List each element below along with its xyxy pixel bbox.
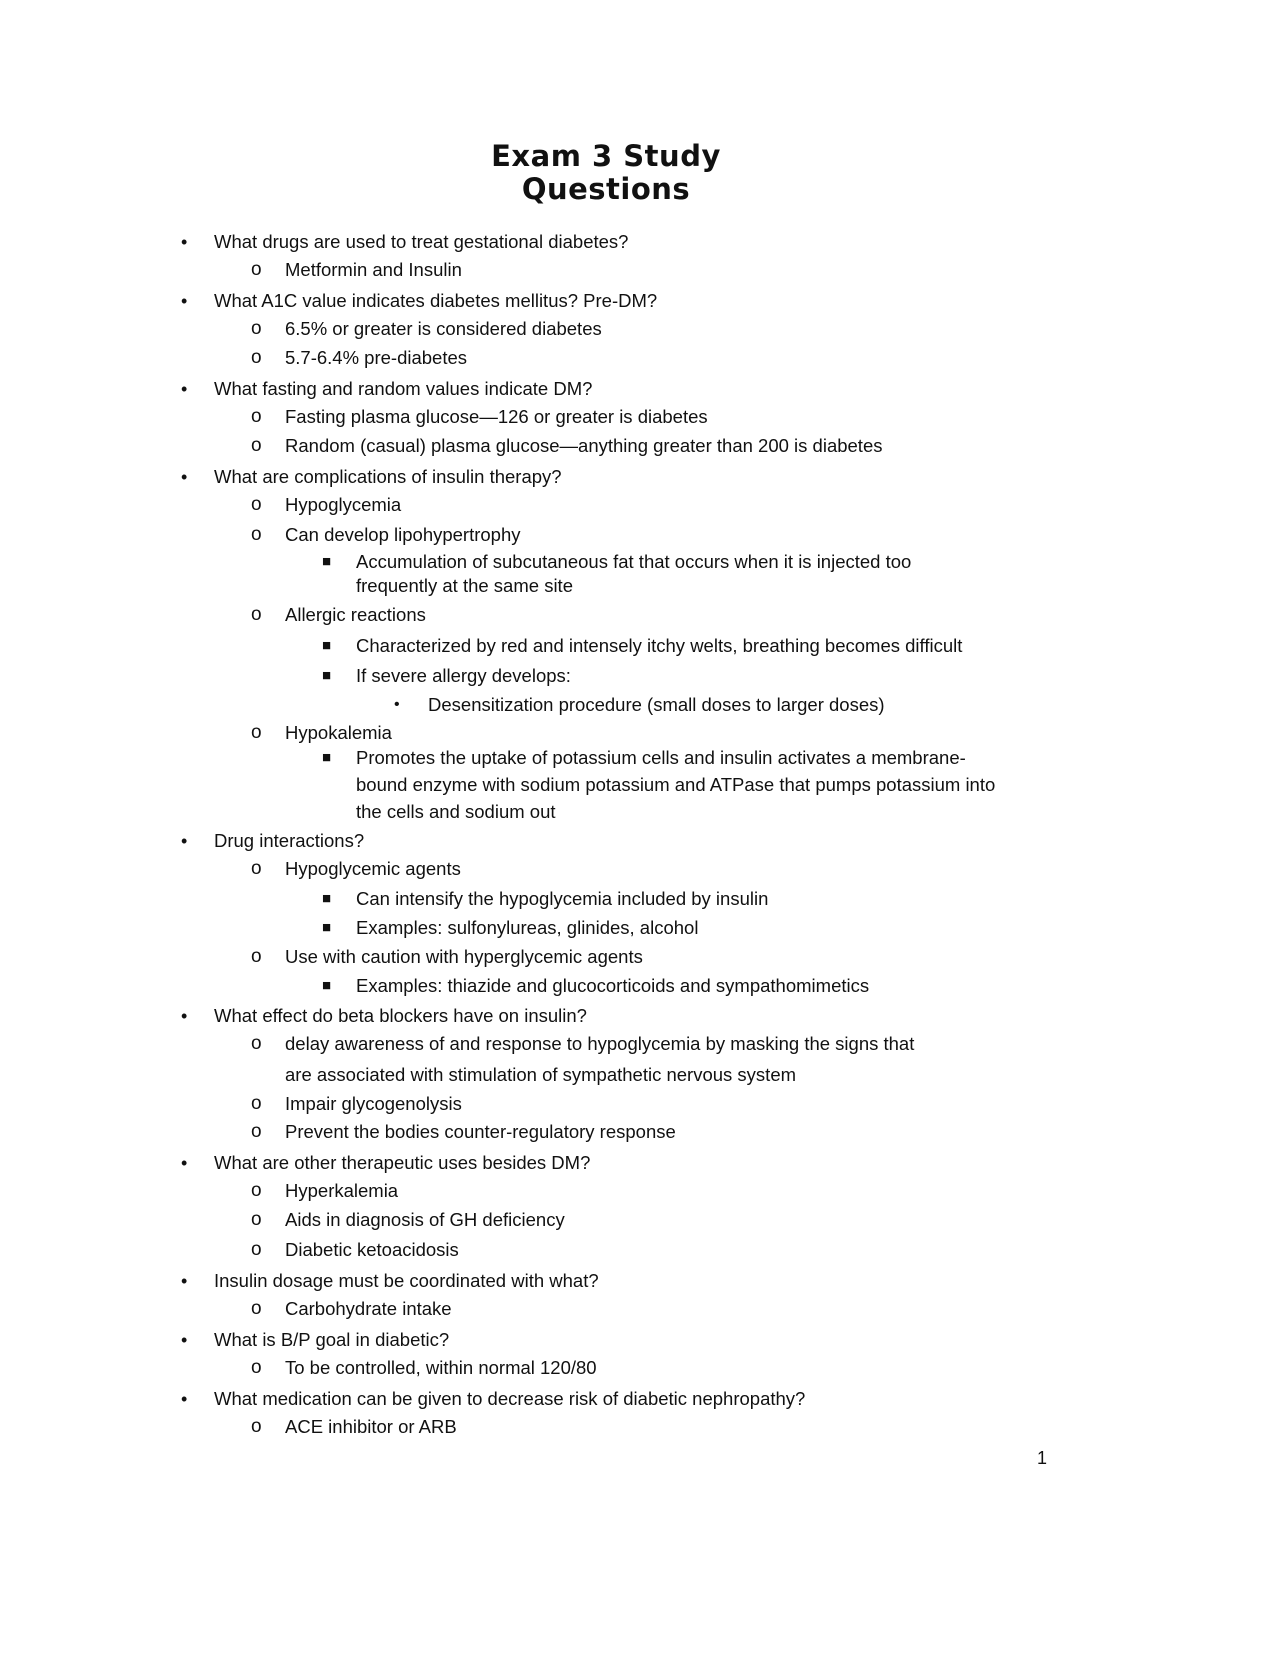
answer-item: Hypoglycemic agents bbox=[285, 858, 461, 879]
answer-item: Impair glycogenolysis bbox=[285, 1093, 462, 1114]
title-line-2: Questions bbox=[521, 172, 691, 206]
answer-item: Fasting plasma glucose—126 or greater is diabetes bbox=[285, 406, 708, 427]
answer-item: Use with caution with hyperglycemic agents bbox=[285, 946, 643, 967]
list-marker-level-1: o bbox=[251, 1093, 262, 1114]
answer-item: Hypoglycemia bbox=[285, 494, 402, 515]
list-marker-level-1: o bbox=[251, 604, 262, 625]
list-marker-level-0: • bbox=[181, 467, 188, 487]
list-marker-level-0: • bbox=[181, 232, 188, 252]
answer-item: Examples: thiazide and glucocorticoids and sympathomimetics bbox=[356, 975, 870, 996]
answer-item: Prevent the bodies counter-regulatory response bbox=[285, 1121, 676, 1142]
list-marker-level-1: o bbox=[251, 1209, 262, 1230]
answer-item: Can intensify the hypoglycemia included by insulin bbox=[356, 888, 769, 909]
answer-item: Metformin and Insulin bbox=[285, 259, 462, 280]
list-marker-level-2: ■ bbox=[322, 667, 332, 684]
list-marker-level-0: • bbox=[181, 1330, 188, 1350]
question-item: What drugs are used to treat gestational diabetes? bbox=[214, 231, 629, 252]
answer-item: Examples: sulfonylureas, glinides, alcohol bbox=[356, 917, 699, 938]
answer-item: Carbohydrate intake bbox=[285, 1298, 452, 1319]
list-marker-level-0: • bbox=[181, 831, 188, 851]
answer-item: 5.7-6.4% pre-diabetes bbox=[285, 347, 468, 368]
answer-item: Diabetic ketoacidosis bbox=[285, 1239, 459, 1260]
question-item: What medication can be given to decrease risk of diabetic nephropathy? bbox=[214, 1388, 806, 1409]
answer-item: Hyperkalemia bbox=[285, 1180, 399, 1201]
answer-item: Allergic reactions bbox=[285, 604, 426, 625]
list-marker-level-3: • bbox=[394, 696, 400, 713]
list-marker-level-1: o bbox=[251, 318, 262, 339]
list-marker-level-0: • bbox=[181, 379, 188, 399]
answer-item: the cells and sodium out bbox=[356, 801, 556, 822]
list-marker-level-0: • bbox=[181, 291, 188, 311]
list-marker-level-1: o bbox=[251, 406, 262, 427]
answer-item: Aids in diagnosis of GH deficiency bbox=[285, 1209, 565, 1230]
list-marker-level-1: o bbox=[251, 858, 262, 879]
answer-item: Characterized by red and intensely itchy welts, breathing becomes difficult bbox=[356, 635, 963, 656]
answer-item: 6.5% or greater is considered diabetes bbox=[285, 318, 602, 339]
answer-item: Accumulation of subcutaneous fat that occurs when it is injected too bbox=[356, 551, 912, 572]
question-item: What are other therapeutic uses besides DM? bbox=[214, 1152, 591, 1173]
question-item: Drug interactions? bbox=[214, 830, 365, 851]
answer-item: To be controlled, within normal 120/80 bbox=[285, 1357, 597, 1378]
list-marker-level-1: o bbox=[251, 1033, 262, 1054]
document-title bbox=[0, 140, 1212, 206]
list-marker-level-1: o bbox=[251, 1121, 262, 1142]
answer-item: Desensitization procedure (small doses to larger doses) bbox=[428, 694, 885, 715]
list-marker-level-1: o bbox=[251, 1357, 262, 1378]
list-marker-level-2: ■ bbox=[322, 637, 332, 654]
list-marker-level-2: ■ bbox=[322, 553, 332, 570]
list-marker-level-1: o bbox=[251, 494, 262, 515]
answer-item: Random (casual) plasma glucose—anything greater than 200 is diabetes bbox=[285, 435, 883, 456]
list-marker-level-1: o bbox=[251, 347, 262, 368]
list-marker-level-1: o bbox=[251, 1416, 262, 1437]
list-marker-level-2: ■ bbox=[322, 919, 332, 936]
list-marker-level-0: • bbox=[181, 1271, 188, 1291]
question-item: What fasting and random values indicate DM? bbox=[214, 378, 593, 399]
answer-item: Hypokalemia bbox=[285, 722, 392, 743]
list-marker-level-1: o bbox=[251, 524, 262, 545]
list-marker-level-0: • bbox=[181, 1389, 188, 1409]
question-item: What are complications of insulin therapy? bbox=[214, 466, 562, 487]
list-marker-level-2: ■ bbox=[322, 977, 332, 994]
list-marker-level-1: o bbox=[251, 1298, 262, 1319]
list-marker-level-1: o bbox=[251, 259, 262, 280]
answer-item: bound enzyme with sodium potassium and ATPase that pumps potassium into bbox=[356, 774, 996, 795]
question-item: What A1C value indicates diabetes mellitus? Pre-DM? bbox=[214, 290, 658, 311]
answer-item: delay awareness of and response to hypoglycemia by masking the signs that bbox=[285, 1033, 915, 1054]
list-marker-level-1: o bbox=[251, 946, 262, 967]
page-number: 1 bbox=[1037, 1448, 1048, 1468]
question-item: What is B/P goal in diabetic? bbox=[214, 1329, 450, 1350]
list-marker-level-2: ■ bbox=[322, 749, 332, 766]
list-marker-level-0: • bbox=[181, 1153, 188, 1173]
answer-item: are associated with stimulation of sympathetic nervous system bbox=[285, 1064, 797, 1085]
list-marker-level-1: o bbox=[251, 1239, 262, 1260]
answer-item: Promotes the uptake of potassium cells and insulin activates a membrane- bbox=[356, 747, 966, 768]
list-marker-level-2: ■ bbox=[322, 890, 332, 907]
list-marker-level-0: • bbox=[181, 1006, 188, 1026]
title-line-1: Exam 3 Study bbox=[491, 139, 721, 173]
answer-item: If severe allergy develops: bbox=[356, 665, 571, 686]
list-marker-level-1: o bbox=[251, 722, 262, 743]
answer-item: frequently at the same site bbox=[356, 575, 573, 596]
question-item: What effect do beta blockers have on insulin? bbox=[214, 1005, 587, 1026]
answer-item: Can develop lipohypertrophy bbox=[285, 524, 521, 545]
list-marker-level-1: o bbox=[251, 435, 262, 456]
list-marker-level-1: o bbox=[251, 1180, 262, 1201]
question-item: Insulin dosage must be coordinated with what? bbox=[214, 1270, 599, 1291]
answer-item: ACE inhibitor or ARB bbox=[285, 1416, 457, 1437]
